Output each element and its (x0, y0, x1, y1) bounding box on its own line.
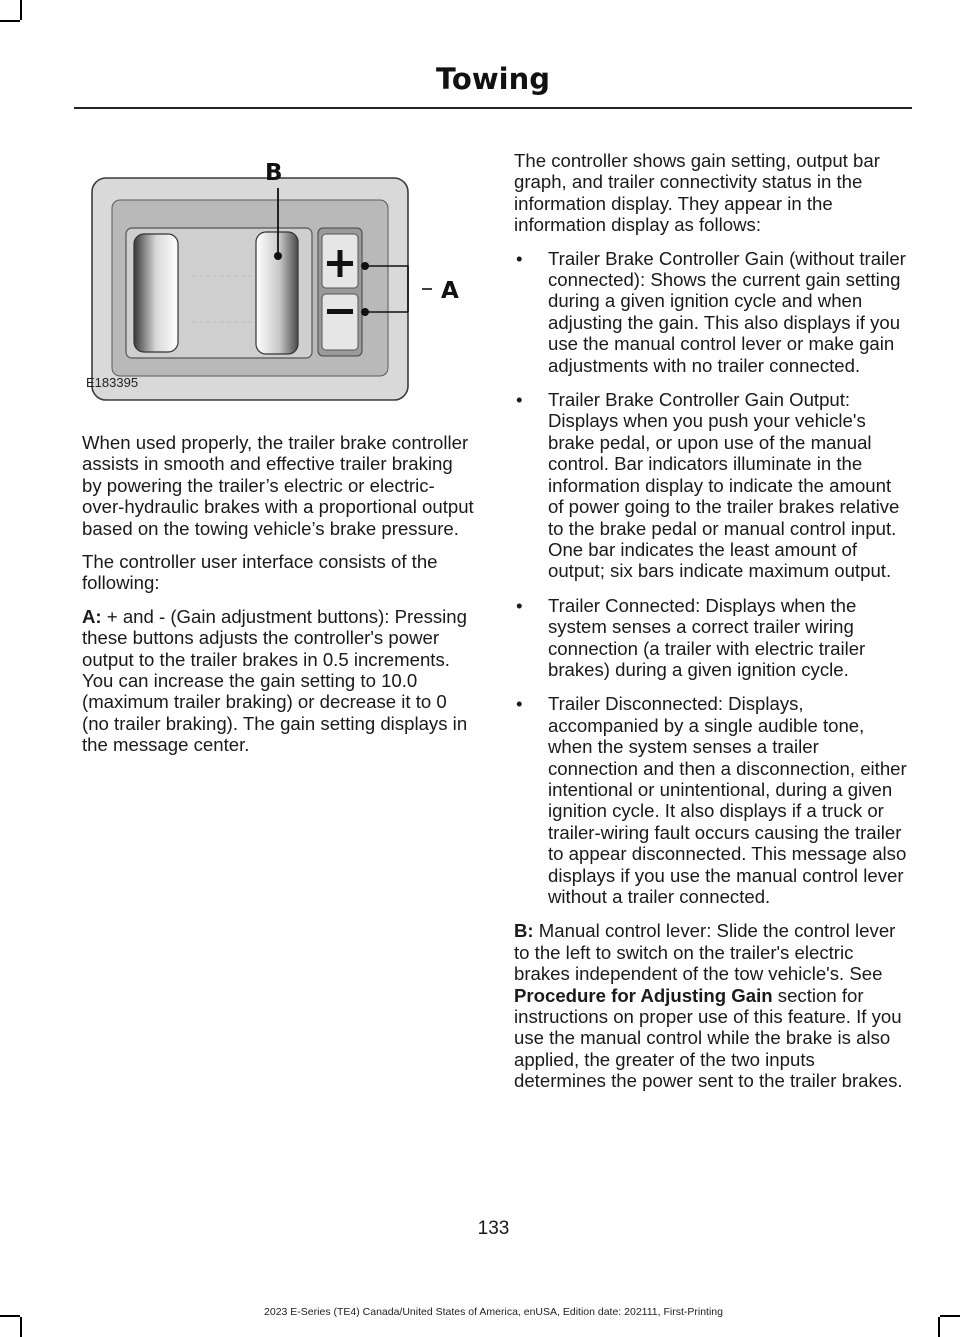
crop-mark (20, 1317, 22, 1337)
bullet-icon: • (516, 247, 523, 269)
item-b-paragraph (514, 920, 909, 1091)
footer-edition: 2023 E-Series (TE4) Canada/United States of America, enUSA, Edition date: 202111, First-Printing (264, 1306, 723, 1318)
display-intro-paragraph: The controller shows gain setting, output bar graph, and trailer connectivity status in the information display. They appear in the information display as follows: (514, 150, 880, 236)
list-item: • Trailer Brake Controller Gain Output: Displays when you push your vehicle's brake pedal, or upon use of the manual control. Bar indicators illuminate in the information display to indicate the amount of power going to the trailer brakes relative to the brake pedal or manual control input. One bar indicates the least amount of output; six bars indicate maximum output. (516, 389, 900, 582)
controller-illustration (82, 152, 482, 402)
gain-minus-button (322, 294, 358, 350)
bullet-icon: • (516, 389, 523, 411)
display-message-list (514, 248, 909, 908)
lever-left-stop (134, 234, 178, 352)
manual-control-lever (256, 232, 298, 354)
figure-code: E183395 (86, 375, 139, 390)
item-b-text-1: Manual control lever: Slide the control lever to the left to switch on the trailer's electric brakes independent of the tow vehicle's. See (514, 920, 896, 985)
trailer-brake-controller-figure (82, 152, 482, 402)
item-b-label: B: (514, 920, 534, 942)
crop-mark (0, 20, 20, 22)
list-item: • Trailer Brake Controller Gain (without trailer connected): Shows the current gain setting during a given ignition cycle and when adjusting the gain. This also displays if you use the manual control lever or make gain adjustments with no trailer connected. (516, 247, 906, 376)
list-item: • Trailer Connected: Displays when the system senses a correct trailer wiring connection (a trailer with electric trailer brakes) during a given ignition cycle. (516, 594, 866, 680)
item-a-text: + and - (Gain adjustment buttons): Pressing these buttons adjusts the controller's power output to the trailer brakes in 0.5 increments. You can increase the gain setting to 10.0 (maximum trailer braking) or decrease it to 0 (no trailer braking). The gain setting displays in the message center. (82, 605, 468, 756)
right-column (514, 150, 909, 1104)
intro-paragraph: When used properly, the trailer brake controller assists in smooth and effective trailer braking by powering the trailer’s electric or electric-over-hydraulic brakes with a proportional output based on the towing vehicle’s brake pressure. (82, 432, 474, 539)
header-divider (74, 107, 912, 109)
callout-label-b: B (265, 160, 283, 186)
crop-mark (20, 0, 22, 20)
crop-mark (938, 1317, 940, 1337)
item-a-paragraph (82, 606, 477, 756)
left-column (82, 432, 477, 768)
item-a-label: A: (82, 605, 102, 627)
procedure-link[interactable]: Procedure for Adjusting Gain (514, 984, 773, 1006)
list-item: • Trailer Disconnected: Displays, accompanied by a single audible tone, when the system senses a trailer connection and then a disconnection, either intentional or unintentional, during a given ignition cycle. It also displays if a truck or trailer-wiring fault occurs causing the trailer to appear disconnected. This message also displays if you use the manual control lever without a trailer connected. (516, 693, 907, 907)
ui-intro-paragraph: The controller user interface consists of the following: (82, 551, 438, 594)
bullet-icon: • (516, 693, 523, 715)
callout-label-a: A (441, 278, 459, 304)
page-number: 133 (477, 1218, 510, 1239)
bullet-icon: • (516, 594, 523, 616)
page-title: Towing (436, 62, 550, 96)
item-b-text-2: section for instructions on proper use of this feature. If you use the manual control while the brake is also applied, the greater of the two inputs determines the power sent to the trailer brakes. (514, 984, 903, 1092)
